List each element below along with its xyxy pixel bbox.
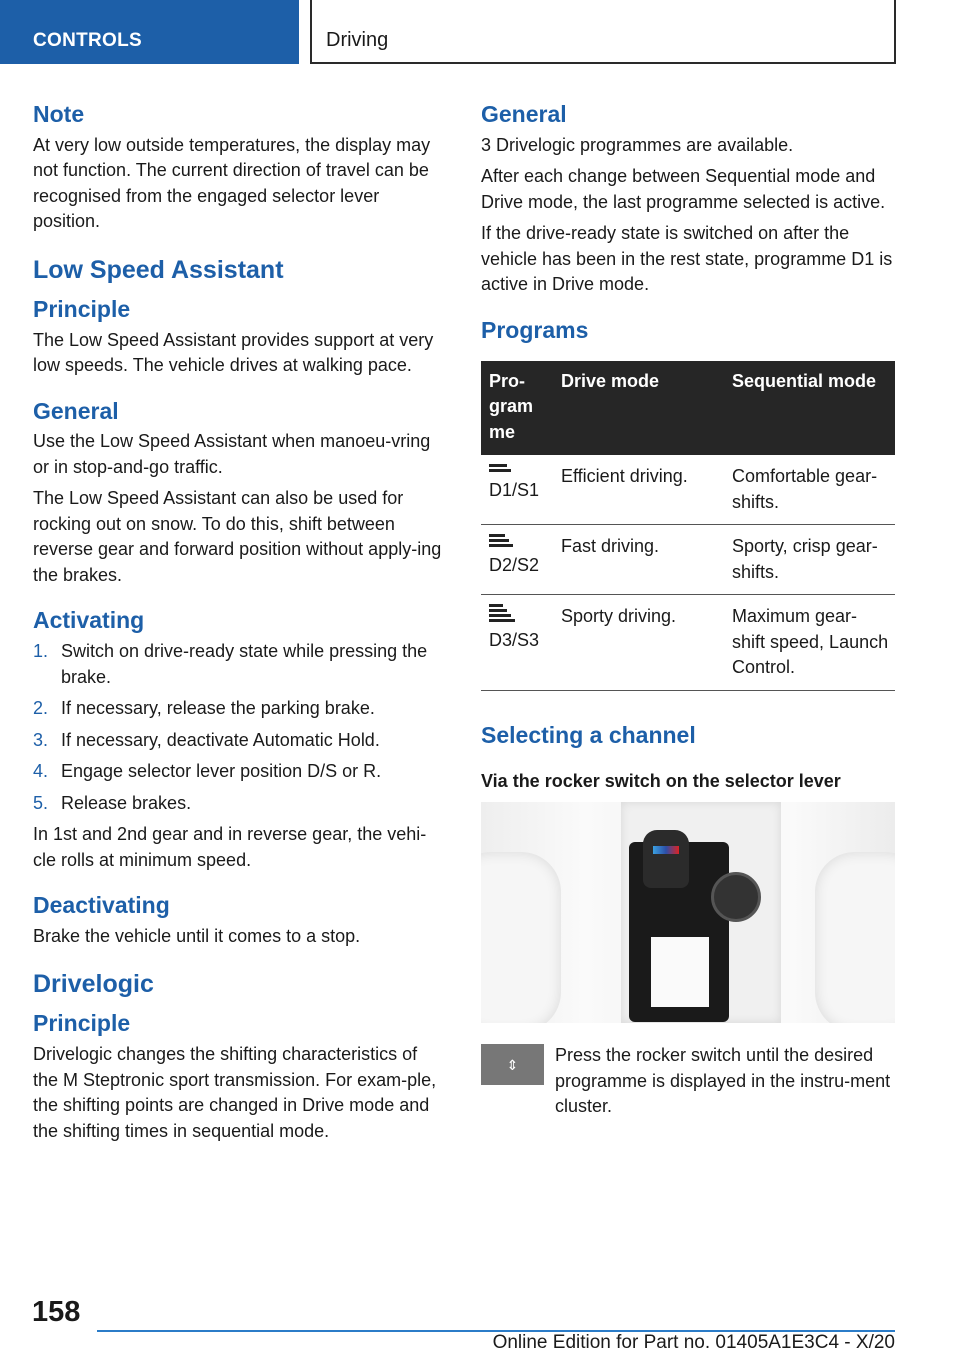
step-number: 4.	[33, 761, 49, 781]
note-text: At very low outside temperatures, the display may not function. The current direction of travel can be recognised from the engaged selector lever position.	[33, 134, 431, 232]
step-text: Switch on drive-ready state while pressing the brake.	[61, 641, 428, 687]
col-header-drive-mode: Drive mode	[553, 361, 724, 456]
note-heading: Note	[33, 101, 85, 127]
step-text: If necessary, release the parking brake.	[61, 698, 375, 718]
section-tab	[0, 0, 299, 64]
drivelogic-3-icon	[489, 604, 547, 622]
step-number: 2.	[33, 698, 49, 718]
page-number: 158	[32, 1296, 81, 1328]
principle-heading-2: Principle	[33, 1010, 131, 1037]
chapter-header	[310, 0, 896, 64]
step-number: 3.	[33, 729, 49, 750]
principle-text-2: Drivelogic changes the shifting characteristics of the M Steptronic sport transmission. For exam-ple, the shifting points are changed in Drive mode and the shifting times in sequential mode.	[33, 1044, 437, 1141]
list-item	[33, 791, 443, 817]
drivelogic-1-icon	[489, 464, 547, 472]
general-heading: General	[33, 397, 119, 424]
activating-heading: Activating	[33, 607, 145, 634]
footer-edition: Online Edition for Part no. 01405A1E3C4 - X/20	[492, 1332, 895, 1353]
drive-cell: Efficient driving.	[553, 455, 724, 525]
general-right-text-1: 3 Drivelogic programmes are available.	[481, 134, 794, 155]
rocker-switch-heading: Via the rocker switch on the selector lever	[481, 771, 841, 792]
general-heading-right: General	[481, 101, 567, 127]
list-item	[33, 728, 443, 754]
rocker-instruction	[481, 1043, 895, 1120]
deactivating-text: Brake the vehicle until it comes to a stop.	[33, 925, 361, 946]
general-right-text-3: If the drive-ready state is switched on after the vehicle has been in the rest state, programme D1 is active in Drive mode.	[481, 223, 893, 295]
rocker-switch-icon: ⇕	[481, 1044, 544, 1085]
step-number: 5.	[33, 792, 49, 813]
deactivating-heading: Deactivating	[33, 892, 170, 918]
general-text-2: The Low Speed Assistant can also be used for rocking out on snow. To do this, shift between reverse gear and forward position without apply-ing the brakes.	[33, 488, 442, 585]
programme-code: D2/S2	[489, 555, 540, 575]
activating-steps	[33, 639, 443, 816]
programme-cell	[481, 595, 553, 691]
after-steps-text: In 1st and 2nd gear and in reverse gear, the vehi-cle rolls at minimum speed.	[33, 824, 427, 870]
chapter-label: Driving	[326, 29, 389, 51]
principle-text: The Low Speed Assistant provides support at very low speeds. The vehicle drives at walking pace.	[33, 329, 434, 375]
left-column	[33, 100, 443, 1150]
seq-cell: Sporty, crisp gear-shifts.	[724, 525, 895, 595]
general-text-1: Use the Low Speed Assistant when manoeu-vring or in stop-and-go traffic.	[33, 431, 431, 477]
drivelogic-heading: Drivelogic	[33, 970, 154, 999]
step-number: 1.	[33, 641, 49, 661]
programme-cell	[481, 455, 553, 525]
step-text: If necessary, deactivate Automatic Hold.	[61, 729, 380, 750]
seq-cell: Maximum gear-shift speed, Launch Control.	[724, 595, 895, 691]
col-header-programme: Pro-gram me	[481, 361, 553, 456]
programs-heading: Programs	[481, 316, 589, 343]
selecting-channel-heading: Selecting a channel	[481, 721, 696, 748]
seq-cell: Comfortable gear-shifts.	[724, 455, 895, 525]
programme-code: D3/S3	[489, 630, 540, 650]
programs-table	[481, 361, 895, 691]
table-header-row	[481, 361, 895, 456]
table-row	[481, 455, 895, 525]
list-item	[33, 639, 443, 690]
programme-cell	[481, 525, 553, 595]
col-header-sequential-mode: Sequential mode	[724, 361, 895, 456]
step-text: Engage selector lever position D/S or R.	[61, 761, 382, 781]
rocker-text: Press the rocker switch until the desired programme is displayed in the instru-ment cluster.	[555, 1045, 891, 1117]
selector-lever-illustration	[643, 830, 689, 888]
programme-code: D1/S1	[489, 480, 540, 500]
section-label: CONTROLS	[33, 30, 143, 51]
step-text: Release brakes.	[61, 792, 192, 813]
controller-knob-illustration	[711, 872, 761, 922]
right-column	[481, 100, 895, 1120]
table-row	[481, 525, 895, 595]
drive-cell: Sporty driving.	[553, 595, 724, 691]
table-row	[481, 595, 895, 691]
list-item	[33, 696, 443, 722]
list-item	[33, 759, 443, 785]
low-speed-assistant-heading: Low Speed Assistant	[33, 255, 284, 284]
principle-heading: Principle	[33, 295, 131, 322]
drivelogic-2-icon	[489, 534, 547, 547]
selector-lever-photo	[481, 802, 895, 1023]
general-right-text-2: After each change between Sequential mode and Drive mode, the last programme selected is active.	[481, 166, 886, 212]
drive-cell: Fast driving.	[553, 525, 724, 595]
